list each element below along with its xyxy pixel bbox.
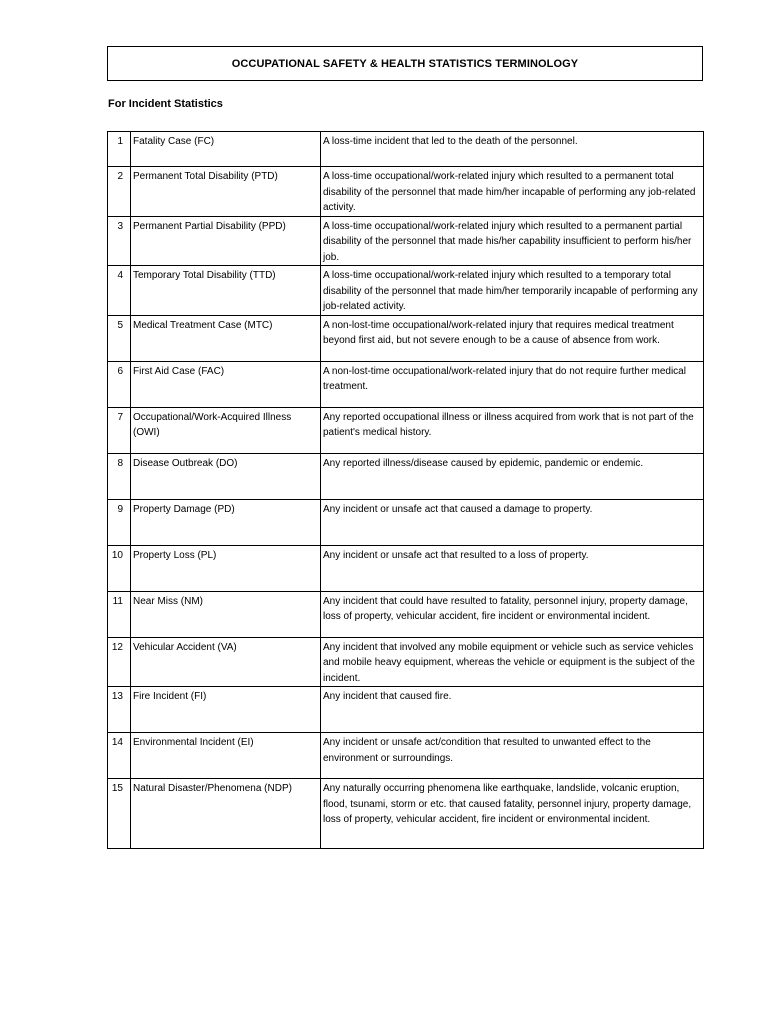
table-row [108,132,704,167]
row-number: 9 [108,499,131,545]
table-row [108,779,704,849]
table-row [108,315,704,361]
row-number: 1 [108,132,131,167]
term-cell: Occupational/Work-Acquired Illness (OWI) [131,407,321,453]
definition-cell: Any incident or unsafe act that resulted to a loss of property. [321,545,704,591]
definition-cell: Any reported occupational illness or illness acquired from work that is not part of the patient's medical history. [321,407,704,453]
definition-cell: A loss-time incident that led to the death of the personnel. [321,132,704,167]
row-number: 8 [108,453,131,499]
row-number: 6 [108,361,131,407]
row-number: 4 [108,266,131,316]
term-cell: Fatality Case (FC) [131,132,321,167]
row-number: 10 [108,545,131,591]
definition-cell: Any incident that involved any mobile equipment or vehicle such as service vehicles and mobile heavy equipment, whereas the vehicle or equipment is the subject of the incident. [321,637,704,687]
definition-cell: Any incident or unsafe act/condition that resulted to unwanted effect to the environment or surroundings. [321,733,704,779]
term-cell: Fire Incident (FI) [131,687,321,733]
table-row [108,733,704,779]
table-row [108,407,704,453]
definition-cell: A non-lost-time occupational/work-related injury that requires medical treatment beyond first aid, but not severe enough to be a cause of absence from work. [321,315,704,361]
table-row [108,545,704,591]
table-row [108,499,704,545]
row-number: 3 [108,216,131,266]
definition-cell: A non-lost-time occupational/work-related injury that do not require further medical treatment. [321,361,704,407]
table-row [108,266,704,316]
definition-cell: Any naturally occurring phenomena like earthquake, landslide, volcanic eruption, flood, tsunami, storm or etc. that caused fatality, personnel injury, property damage, loss of property, vehicular accident, fire incident or environmental incident. [321,779,704,849]
table-row [108,167,704,217]
term-cell: Property Damage (PD) [131,499,321,545]
terminology-table [107,131,704,849]
definition-cell: Any reported illness/disease caused by epidemic, pandemic or endemic. [321,453,704,499]
table-row [108,637,704,687]
row-number: 7 [108,407,131,453]
row-number: 5 [108,315,131,361]
definition-cell: Any incident that caused fire. [321,687,704,733]
term-cell: Permanent Partial Disability (PPD) [131,216,321,266]
table-row [108,453,704,499]
table-row [108,361,704,407]
row-number: 2 [108,167,131,217]
table-row [108,591,704,637]
term-cell: Disease Outbreak (DO) [131,453,321,499]
term-cell: Vehicular Accident (VA) [131,637,321,687]
row-number: 14 [108,733,131,779]
row-number: 11 [108,591,131,637]
term-cell: Permanent Total Disability (PTD) [131,167,321,217]
term-cell: Natural Disaster/Phenomena (NDP) [131,779,321,849]
definition-cell: A loss-time occupational/work-related injury which resulted to a permanent total disability of the personnel that made him/her incapable of performing any job-related activity. [321,167,704,217]
document-title-box [107,46,703,81]
definition-cell: Any incident or unsafe act that caused a damage to property. [321,499,704,545]
section-heading: For Incident Statistics [108,98,223,110]
term-cell: First Aid Case (FAC) [131,361,321,407]
table-row [108,687,704,733]
row-number: 15 [108,779,131,849]
term-cell: Temporary Total Disability (TTD) [131,266,321,316]
term-cell: Medical Treatment Case (MTC) [131,315,321,361]
table-row [108,216,704,266]
terminology-table-body [108,132,704,849]
row-number: 13 [108,687,131,733]
term-cell: Environmental Incident (EI) [131,733,321,779]
definition-cell: A loss-time occupational/work-related injury which resulted to a temporary total disability of the personnel that made him/her temporarily incapable of performing any job-related activity. [321,266,704,316]
definition-cell: Any incident that could have resulted to fatality, personnel injury, property damage, loss of property, vehicular accident, fire incident or environmental incident. [321,591,704,637]
definition-cell: A loss-time occupational/work-related injury which resulted to a permanent partial disability of the personnel that made his/her capability insufficient to perform his/her job. [321,216,704,266]
document-title: OCCUPATIONAL SAFETY & HEALTH STATISTICS TERMINOLOGY [231,57,579,70]
term-cell: Near Miss (NM) [131,591,321,637]
term-cell: Property Loss (PL) [131,545,321,591]
row-number: 12 [108,637,131,687]
